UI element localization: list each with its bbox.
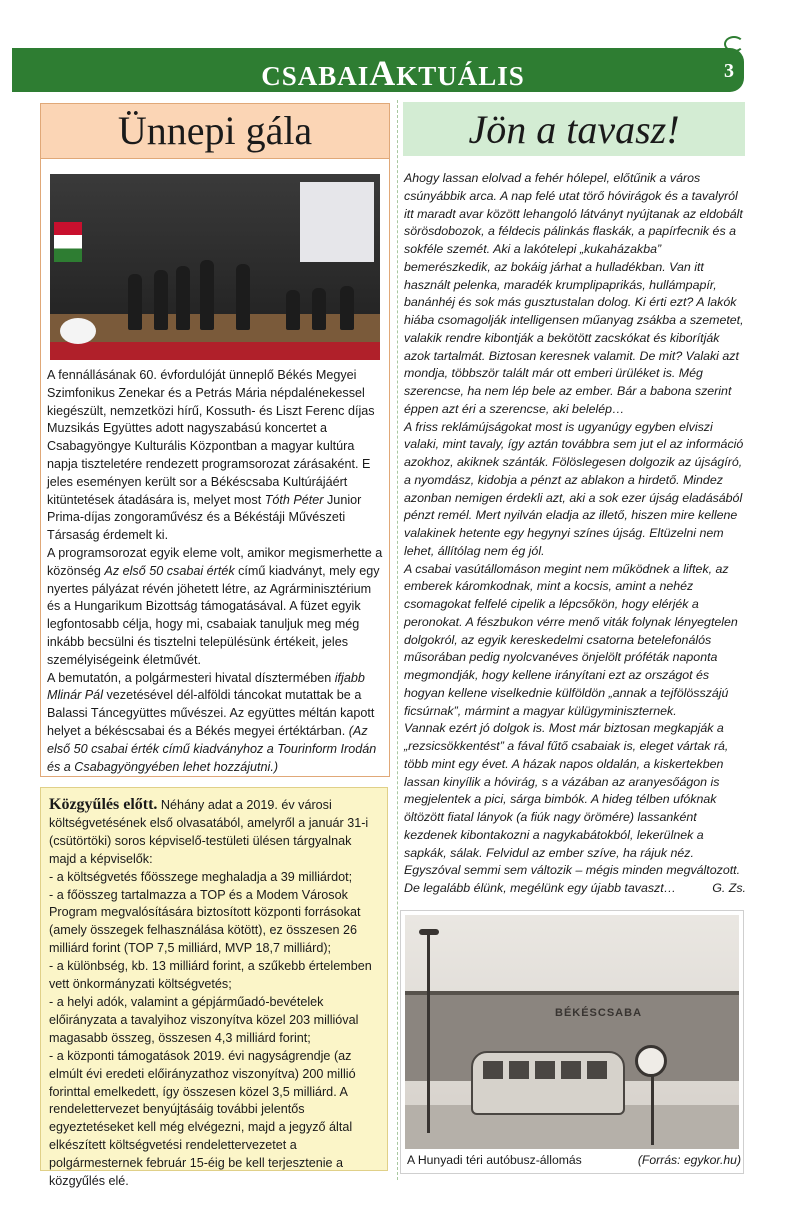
left-article	[40, 103, 390, 777]
left-article-title: Ünnepi gála	[41, 104, 389, 159]
lamp-post	[427, 933, 430, 1133]
photo-source: (Forrás: egykor.hu)	[637, 1153, 741, 1167]
paragraph: A bemutatón, a polgármesteri hivatal dísztermében ifjabb Mlinár Pál vezetésével dél-alföldi táncokat mutattak be a Balassi Táncegyüttes művészei. Az együttes méltán kapott helyet a békéscsabai és a Békés megyei értéktárban. (Az első 50 csabai érték című kiadványhoz a Tourinform Irodán és a Csabagyöngyében lehet hozzájutni.)	[47, 670, 377, 774]
photo-caption: A Hunyadi téri autóbusz-állomás (Forrás: egykor.hu)	[407, 1153, 741, 1167]
left-article-body	[47, 367, 385, 776]
paragraph: Vannak ezért jó dolgok is. Most már biztosan megkapják a „rezsicsökkentést” a fával fűtő csabaiak is, eleget vártak rá, több mint egy évet. A házak napos oldalán, a kiskertekben lassan kinyílik a hóvirág, s a vázában az aranyesőágon is megjelentek a pici, sárga bimbók. A hideg télben ufóknak öltözött fiatal lányok (a fiúk nagy örömére) lassanként kezdenek kibontakozni a nagykabátokból, lekerülnek a sapkák, sálak. Felvidul az ember szíve, ha rájuk néz.	[404, 721, 729, 860]
right-article-body	[404, 170, 746, 898]
page-number: 3	[724, 60, 734, 82]
signature: G. Zs.	[712, 881, 746, 895]
list-item: - a költségvetés főösszege meghaladja a 39 milliárdot;	[49, 869, 353, 884]
hungarian-flag-icon	[54, 222, 82, 262]
list-item: - a központi támogatások 2019. évi nagyságrendje (az elmúlt évi eredeti előirányzathoz viszonyítva) 200 millió forinttal emelkedett, így összesen közel 3,5 milliárd. A rendelettervezet benyújtásáig további jelentős egyeztetéseket kell még elvégezni, majd a jegyző által elkészített költségvetési rendelettervezetet a polgármesternek február 15-éig be kell terjesztenie a közgyűlés elé.	[49, 1048, 356, 1189]
right-article-title: Jön a tavasz!	[403, 102, 745, 156]
kozgyules-intro: Közgyűlés előtt. Néhány adat a 2019. év városi költségvetésének első olvasatából, amelyről a január 31-i (csütörtöki) soros képviselő-testületi ülésen tárgyalnak majd a képviselők:	[49, 796, 369, 866]
kozgyules-box	[40, 787, 388, 1189]
paragraph: Egyszóval semmi sem változik – mégis minden megváltozott. De legalább élünk, megélünk egy újabb tavaszt… G. Zs.	[404, 862, 746, 898]
paragraph: Ahogy lassan elolvad a fehér hólepel, előtűnik a város csúnyábbik arca. A nap felé utat törő hóvirágok és a tavalyról itt maradt avar között lehangoló látványt nyújtanak az eldobált sörösdobozok, a féldecis pálinkás flaskák, a papírfecnik és a sokféle szemét. Aki a lakótelepi „kukaházakba” bemerészkedik, az bokáig járhat a hulladékban. Van itt használt pelenka, maradék krumplipaprikás, hullámpapír, banánhéj és sok más gusztustalan dolog. Ki érti ezt? A lakók hiába csomagolják intelligensen műanyag zsákba a szemetet, valakik rendre kibontják a bekötött zacskókat és kiborítják azok tartalmát. Biztosan keresnek valamit. De mit? Valaki azt mondja, többször talált már ott emberi ürüléket is. Még szerencse, ha nem lép bele az ember. Bár a babona szerint éppen azt éri a szerencse, aki belelép…	[404, 171, 744, 416]
bus	[471, 1051, 625, 1115]
paragraph: A fennállásának 60. évfordulóját ünneplő Békés Megyei Szimfonikus Zenekar és a Petrás Mária népdalénekessel kiegészült, nemzetközi hírű, Kossuth- és Liszt Ferenc díjas Muzsikás Együttes adott nagyszabású koncertet a Csabagyöngye Kulturális Központban a magyar kultúra napja tiszteletére rendezett programsorozat zárásaként. E jeles eseményen került sor a Békéscsaba Kultúrájáért kitüntetések átadására is, melyet most Tóth Péter Junior Prima-díjas zongoraművész és a Békéstáji Művészeti Társaság érdemelt ki.	[47, 368, 375, 543]
list-item: - a helyi adók, valamint a gépjárműadó-bevételek előirányzata a tavalyihoz viszonyítva közel 203 millióval magasabb összeg, összesen 4,3 milliárd forint;	[49, 994, 359, 1045]
bus-station-photo	[405, 915, 739, 1149]
list-item: - a főösszeg tartalmazza a TOP és a Modem Városok Program megvalósítására biztosított központi forrásokat (amely összegek felhasználása kötött), ez összesen 26 milliárd forint (TOP 7,5 milliárd, MVP 18,7 milliárd);	[49, 887, 361, 956]
masthead: CSABAIAKTUÁLIS	[261, 53, 525, 93]
concert-photo	[50, 174, 380, 360]
paragraph: A friss reklámújságokat most is ugyanúgy egyben elviszi valaki, mint tavaly, így aztán továbbra sem jut el az információ azokhoz, akiknek szánták. Fölöslegesen dolgozik az újságíró, a nyomdász, kidobja a pénzt az ablakon a hirdető. Mindez azonban nemigen érdekli azt, aki a sok ezer újság eladásából pénzt remél. Mert nyilván eladja az illető, hiszen mire kellene valakinek hetente egy hegynyi színes újság. Eltüzelni nem lehet, állítólag nem ég jól.	[404, 419, 744, 558]
flower-bouquet	[60, 318, 96, 344]
projection-screen	[300, 182, 374, 262]
paragraph: A csabai vasútállomáson megint nem működnek a liftek, az emberek káromkodnak, mint a kocsis, amint a nehéz csomagokat felfelé cipelik a lépcsőkön, hogy elérjék a peronokat. A fészbukon vérre menő viták folynak lényegtelen dolgokról, az egyik kereskedelmi csatorna betelefonálós műsorában pedig nyolcvanéves önjelölt próféták naponta megmondják, hogy kellene irányítani ezt az országot és hogyan kellene viselkednie külföldön „annak a tejfölösszájú ficsúrnak”, mármint a magyar külügyminiszternek.	[404, 561, 738, 718]
kozgyules-lead: Közgyűlés előtt.	[49, 796, 158, 813]
bus-station-figure	[400, 910, 744, 1174]
station-sign: BÉKÉSCSABA	[555, 1007, 643, 1019]
list-item: - a különbség, kb. 13 milliárd forint, a szűkebb értelemben vett önkormányzati költségvetés;	[49, 959, 372, 992]
column-divider	[397, 100, 398, 1180]
swirl-ornament-icon	[724, 36, 744, 52]
traffic-sign-icon	[635, 1045, 667, 1077]
paragraph: A programsorozat egyik eleme volt, amikor megismerhette a közönség Az első 50 csabai érték című kiadványt, mely egy nyertes pályázat révén jöhetett létre, az Agrárminisztérium és a Hungarikum Bizottság támogatásával. A füzet egyik legfontosabb célja, hogy mi, csabaiak tanuljuk meg még inkább becsülni és tisztelni településünk értékeit, jeles személyiségeink életművét.	[47, 545, 383, 667]
